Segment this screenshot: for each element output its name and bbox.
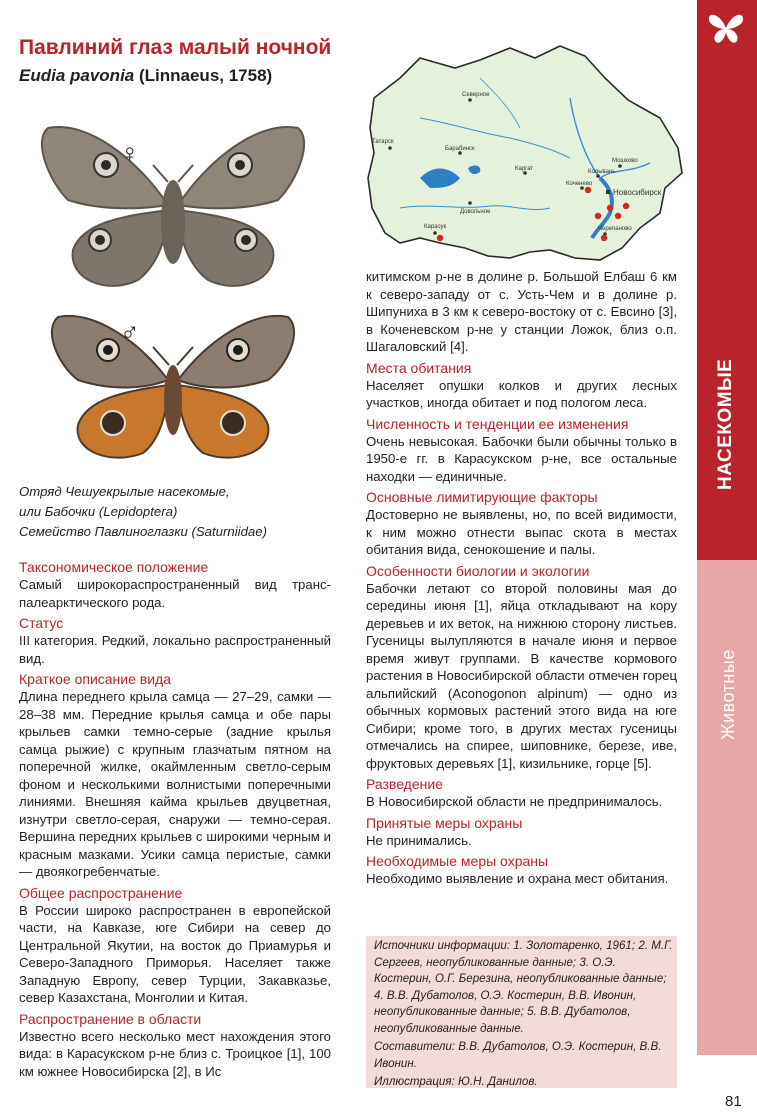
text-habitat: Населяет опушки колков и других лесных участков, иногда обитает и под пологом леса. bbox=[366, 377, 677, 410]
classification-line: Семейство Павлиноглазки (Saturniidae) bbox=[19, 524, 267, 539]
classification-line: Отряд Чешуекрылые насекомые, bbox=[19, 484, 230, 499]
region-outline bbox=[368, 46, 682, 260]
page-title: Павлиний глаз малый ночной bbox=[19, 36, 332, 59]
city-label: Барабинск bbox=[445, 146, 475, 152]
heading-abundance: Численность и тенденции ее изменения bbox=[366, 415, 629, 432]
latin-name bbox=[19, 66, 272, 86]
record-point bbox=[607, 205, 613, 211]
male-moth-illustration bbox=[38, 305, 308, 470]
text-breeding: В Новосибирской области не предпринималось. bbox=[366, 794, 663, 809]
record-point bbox=[623, 203, 629, 209]
city-dot bbox=[618, 164, 622, 168]
text-protection-taken: Не принимались. bbox=[366, 832, 472, 848]
text-regional-distribution-cont: китимском р-не в долине р. Большой Елбаш 6 км к северо-западу от с. Усть-Чем и в долине р. Шипуниха в 3 км к северо-востоку от с. Евсино [3], в Коченевском р-не у станции Ложок, близ о.п. Шагаловский [4]. bbox=[366, 269, 677, 354]
heading-limiting: Основные лимитирующие факторы bbox=[366, 489, 598, 505]
sources-references: Источники информации: 1. Золотаренко, 1961; 2. М.Г. Сергеев, неопубликованные данные; 3. О.Э. Костерин, О.Г. Березина, неопубликованные данные; 4. В.В. Дубатолов, О.Э. Костерин, В.В. Ивонин, неопубликованные данные; 5. В.В. Дубатолов, неопубликованные данные. bbox=[374, 939, 673, 1035]
latin-species: Eudia pavonia bbox=[19, 66, 135, 85]
city-label: Татарск bbox=[372, 139, 394, 145]
text-taxon: Самый широкораспространенный вид транспалеарктического рода. bbox=[19, 577, 331, 610]
city-label: Новосибирск bbox=[613, 188, 662, 197]
butterfly-icon bbox=[706, 8, 746, 48]
city-dot bbox=[388, 146, 392, 150]
city-label: Черепаново bbox=[598, 226, 632, 232]
male-symbol: ♂ bbox=[120, 316, 140, 346]
text-status: III категория. Редкий, локально распространенный вид. bbox=[19, 633, 331, 666]
classification-line: или Бабочки (Lepidoptera) bbox=[19, 504, 178, 519]
text-description: Длина переднего крыла самца — 27–29, самки — 28–38 мм. Передние крылья самца и обе пары крыльев самки темно-серые (задние крылья самца рыжие) с крупным глазчатым пятном на поперечной жилке, окаймленным светло-серым фоном и несколькими волнистыми поперечными линиями. Внешняя кайма крыльев двуцветная, изнутри светло-серая, снаружи — темно-серая. Вершина передних крыльев с широкими черным и красным мазками. Усики самца перистые, самки — двоякогребенчатые. bbox=[19, 689, 331, 879]
right-column bbox=[366, 268, 677, 888]
text-regional-distribution: Известно всего несколько мест нахождения этого вида: в Карасукском р-не близ с. Троицкое [1], 100 км южнее Новосибирска [2], в Ис bbox=[19, 1028, 331, 1079]
city-dot-capital bbox=[606, 190, 610, 194]
left-column bbox=[19, 555, 331, 1080]
text-protection-needed: Необходимо выявление и охрана мест обитания. bbox=[366, 871, 669, 886]
text-biology: Бабочки летают со второй половины мая до середины июня [1], яйца откладывают на кору деревьев и их веток, на нижнюю сторону листьев. Гусеницы вылупляются в начале июня и первое время живут группами. В качестве кормового растения в Новосибирской области отмечен горец альпийский (Aconogonon alpinum) — одно из обычных кормовых растений этого вида на юге Сибири; кроме того, в других местах гусеницы отмечались на спирее, шиповнике, березе, иве, фруктовых деревьях [1], кизильнике, горце [5]. bbox=[366, 580, 677, 771]
classification bbox=[19, 482, 267, 542]
heading-status: Статус bbox=[19, 615, 64, 631]
city-label: Карасук bbox=[424, 224, 447, 230]
heading-habitat: Места обитания bbox=[366, 359, 472, 376]
heading-description: Краткое описание вида bbox=[19, 671, 171, 687]
text-abundance: Очень невысокая. Бабочки были обычны только в 1950-е гг. в Карасукском р-не, все остальные находки — единичные. bbox=[366, 433, 677, 484]
record-point bbox=[595, 213, 601, 219]
city-label: Довольное bbox=[460, 209, 491, 215]
text-limiting: Достоверно не выявлены, но, по всей видимости, к ним можно отнести выпас скота в местах обитания вида, сенокошение и палы. bbox=[366, 507, 677, 557]
city-label: Мошково bbox=[612, 158, 638, 164]
female-moth-illustration bbox=[28, 110, 318, 300]
city-dot bbox=[468, 98, 472, 102]
record-point bbox=[601, 235, 607, 241]
group-label: Животные bbox=[718, 649, 738, 740]
heading-protection-needed: Необходимые меры охраны bbox=[366, 853, 549, 869]
distribution-map bbox=[360, 38, 690, 268]
heading-regional-distribution: Распространение в области bbox=[19, 1010, 202, 1027]
heading-general-distribution: Общее распространение bbox=[19, 884, 183, 901]
city-dot bbox=[468, 201, 472, 205]
sources-compilers: Составители: В.В. Дубатолов, О.Э. Костерин, В.В. Ивонин. bbox=[374, 1040, 662, 1070]
sidebar-band-group bbox=[697, 560, 757, 1119]
text-general-distribution: В России широко распространен в европейской части, на Кавказе, юге Сибири на север до Центральной Якутии, на восток до Приамурья и Северо-Западного Приморья. Населяет также Западную Европу, север Турции, Закавказье, север Казахстана, Монголии и Китая. bbox=[19, 902, 331, 1005]
city-label: Каргат bbox=[515, 166, 534, 172]
latin-author: (Linnaeus, 1758) bbox=[138, 66, 273, 85]
city-label: Колывань bbox=[588, 169, 616, 175]
page-number: 81 bbox=[725, 1093, 742, 1110]
heading-biology: Особенности биологии и экологии bbox=[366, 562, 590, 579]
record-point bbox=[615, 213, 621, 219]
heading-taxon: Таксономическое положение bbox=[19, 559, 209, 575]
heading-protection-taken: Принятые меры охраны bbox=[366, 814, 523, 831]
female-symbol: ♀ bbox=[120, 138, 140, 168]
record-point bbox=[585, 187, 591, 193]
sources-illustration: Иллюстрация: Ю.Н. Данилов. bbox=[374, 1075, 538, 1088]
section-label: НАСЕКОМЫЕ bbox=[715, 358, 736, 490]
record-point bbox=[437, 235, 443, 241]
heading-breeding: Разведение bbox=[366, 776, 443, 792]
city-dot bbox=[433, 231, 437, 235]
sources-panel bbox=[366, 936, 677, 1088]
city-label: Северное bbox=[462, 92, 490, 98]
city-label: Коченево bbox=[566, 181, 593, 187]
